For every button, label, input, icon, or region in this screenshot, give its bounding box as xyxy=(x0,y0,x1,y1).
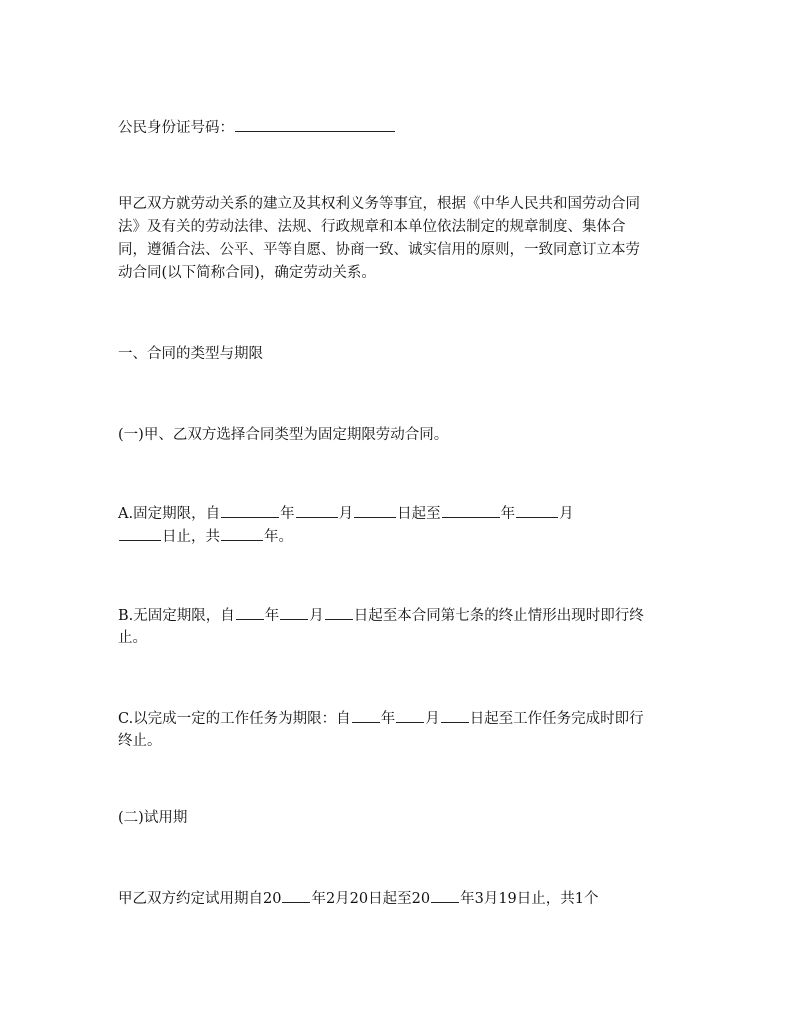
probation-text-2: 年2月20日起至20 xyxy=(311,891,431,907)
option-c-line-2: 终止。 xyxy=(118,733,162,749)
option-c-year-blank[interactable] xyxy=(352,708,380,723)
option-a-end-day-blank[interactable] xyxy=(119,526,161,541)
subsection-2: (二)试用期 xyxy=(118,810,188,826)
option-c-month-blank[interactable] xyxy=(396,708,424,723)
intro-line-3: 同，遵循合法、公平、平等自愿、协商一致、诚实信用的原则，一致同意订立本劳 xyxy=(118,242,640,258)
option-a-text-7: 日止，共 xyxy=(162,529,220,545)
intro-line-1: 甲乙双方就劳动关系的建立及其权利义务等事宜，根据《中华人民共和国劳动合同 xyxy=(118,196,640,212)
probation-text-1: 甲乙双方约定试用期自20 xyxy=(118,891,282,907)
option-b-text-3: 月 xyxy=(309,608,324,624)
option-c-text-3: 月 xyxy=(425,711,440,727)
probation-line xyxy=(118,888,678,910)
id-number-label: 公民身份证号码： xyxy=(118,120,234,136)
option-b-text-2: 年 xyxy=(264,608,280,624)
option-b-line-2: 止。 xyxy=(118,630,147,646)
id-number-line xyxy=(118,117,678,139)
option-b-year-blank[interactable] xyxy=(236,605,264,620)
option-a-start-day-blank[interactable] xyxy=(354,503,396,518)
option-b-line-1 xyxy=(118,605,678,627)
option-c-text-2: 年 xyxy=(380,711,396,727)
option-a-text-8: 年。 xyxy=(264,529,293,545)
option-a-text-2: 年 xyxy=(280,506,295,522)
probation-start-year-blank[interactable] xyxy=(282,888,310,903)
option-a-text-1: A.固定期限，自 xyxy=(118,506,221,522)
option-a-start-year-blank[interactable] xyxy=(221,503,279,518)
option-a-text-3: 月 xyxy=(338,506,354,522)
option-b-day-blank[interactable] xyxy=(325,605,353,620)
option-a-text-5: 年 xyxy=(500,506,516,522)
option-a-years-blank[interactable] xyxy=(221,526,263,541)
subsection-1: (一)甲、乙双方选择合同类型为固定期限劳动合同。 xyxy=(118,427,449,443)
option-a-start-month-blank[interactable] xyxy=(296,503,338,518)
option-b-text-1: B.无固定期限，自 xyxy=(118,608,235,624)
option-b-text-4: 日起至本合同第七条的终止情形出现时即行终 xyxy=(353,608,644,624)
intro-line-4: 动合同(以下简称合同)，确定劳动关系。 xyxy=(118,265,376,281)
option-a-end-year-blank[interactable] xyxy=(442,503,500,518)
option-b-month-blank[interactable] xyxy=(280,605,308,620)
option-a-line-1 xyxy=(118,503,678,525)
option-a-end-month-blank[interactable] xyxy=(516,503,558,518)
option-a-text-4: 日起至 xyxy=(397,506,441,522)
option-c-text-4: 日起至工作任务完成时即行 xyxy=(469,711,644,727)
probation-text-3: 年3月19日止，共1个 xyxy=(460,891,599,907)
section-1-title: 一、合同的类型与期限 xyxy=(118,346,263,362)
option-a-line-2 xyxy=(118,526,678,548)
option-a-text-6: 月 xyxy=(559,506,574,522)
intro-line-2: 法》及有关的劳动法律、法规、行政规章和本单位依法制定的规章制度、集体合 xyxy=(118,219,626,235)
option-c-text-1: C.以完成一定的工作任务为期限：自 xyxy=(118,711,351,727)
option-c-day-blank[interactable] xyxy=(441,708,469,723)
probation-end-year-blank[interactable] xyxy=(431,888,459,903)
option-c-line-1 xyxy=(118,708,678,730)
id-number-blank[interactable] xyxy=(235,117,395,132)
